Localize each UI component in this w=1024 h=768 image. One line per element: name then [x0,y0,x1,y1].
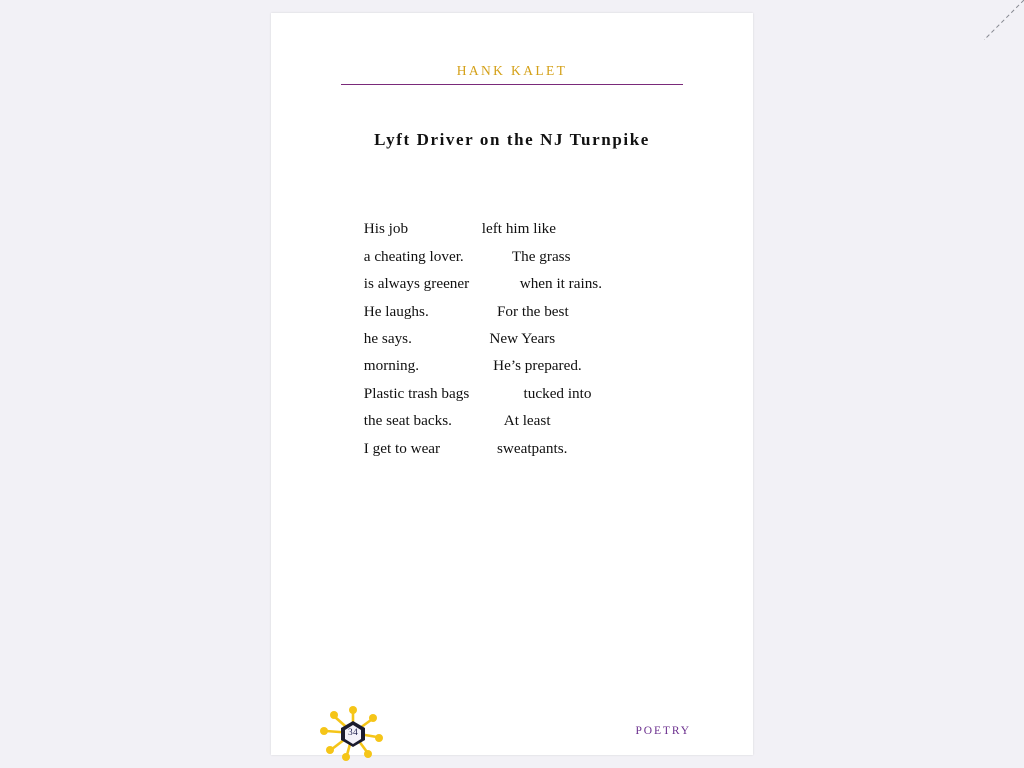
poem-line-right: New Years [481,329,556,347]
poem-line-left: a cheating lover. [363,247,464,265]
journal-name: POETRY [635,725,691,737]
poetry-foundation-emblem-icon [320,703,386,763]
author-byline [341,63,683,85]
poem-line-left: Plastic trash bags [363,384,470,402]
poem-line [341,407,701,457]
poem-line [341,215,701,265]
poem-line-right: left him like [481,220,557,238]
poem-line-right: For the best [481,302,569,320]
poem-line [341,270,701,320]
poem-line-right: when it rains. [481,275,602,293]
poem-line-left: he says. [363,329,412,347]
poem-body [341,188,701,457]
poem-line-left: the seat backs. [363,412,452,430]
poem-line [341,325,701,375]
poem-line-left: He laughs. [363,302,429,320]
poem-line-right: sweatpants. [481,439,568,457]
poem-line-right: The grass [481,247,571,265]
poem-line [341,243,701,293]
author-name: HANK KALET [456,63,568,78]
poem-line [341,352,701,402]
page-title: Lyft Driver on the NJ Turnpike [374,130,650,149]
poem-line [341,380,701,430]
poem-line-left: His job [363,220,409,238]
poem-line [341,298,701,347]
poem-line-right: At least [481,412,551,430]
poem-line-left: I get to wear [363,439,441,457]
poem-line-right: He’s prepared. [481,357,582,375]
poem-line-left: is always greener [363,275,470,293]
poem-line-left: morning. [363,357,420,375]
page-number: 34 [347,728,359,738]
poem-line [341,188,701,238]
dashed-corner-mark-icon [984,0,1024,40]
poem-line-right: tucked into [481,384,592,402]
poem-page [271,13,753,755]
page-footer [271,685,753,755]
